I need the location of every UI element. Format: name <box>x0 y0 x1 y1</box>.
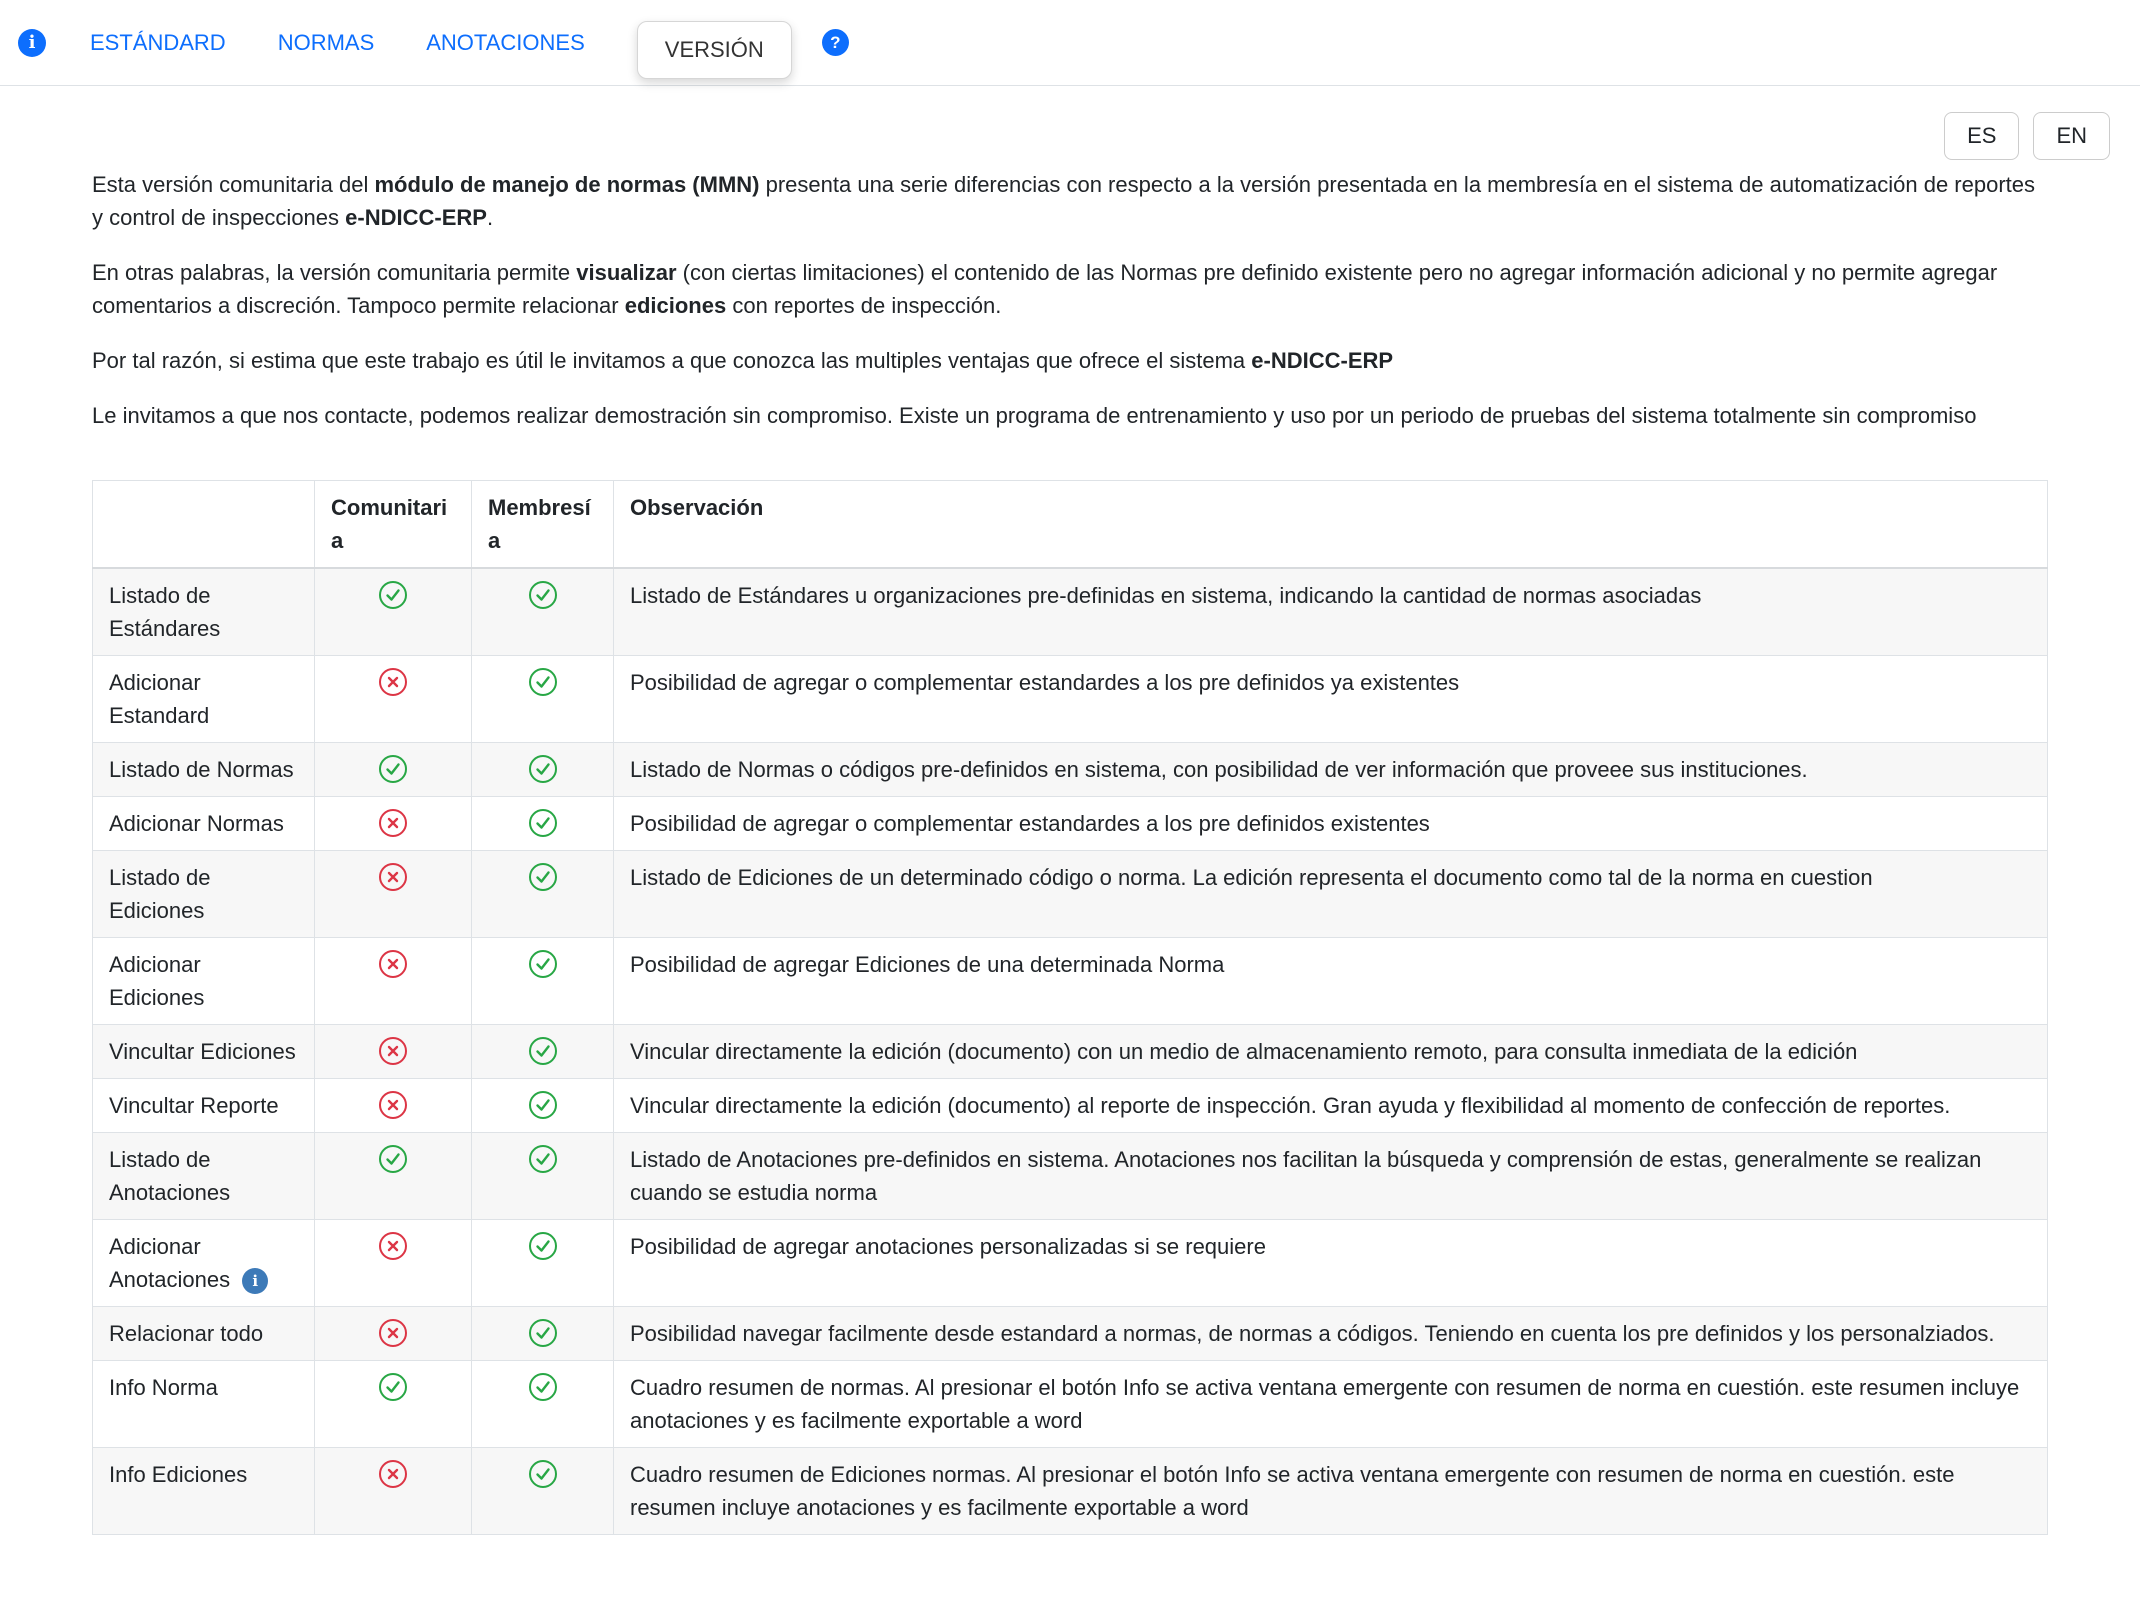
top-navigation <box>0 0 2140 86</box>
feature-cell: Vincultar Reporte <box>93 1079 315 1133</box>
intro-paragraph-4: Le invitamos a que nos contacte, podemos realizar demostración sin compromiso. Existe un programa de entrenamiento y uso por un periodo de pruebas del sistema totalmente sin compromiso <box>92 403 1977 428</box>
x-circle-icon <box>378 1459 408 1489</box>
check-circle-icon <box>378 754 408 784</box>
intro-paragraph-1: Esta versión comunitaria del módulo de manejo de normas (MMN) presenta una serie diferencias con respecto a la versión presentada en la membresía en el sistema de automatización de reportes y control de inspecciones e-NDICC-ERP. <box>92 172 2035 230</box>
table-row <box>93 1025 2048 1079</box>
membresia-cell <box>472 1220 614 1307</box>
feature-cell: Adicionar Ediciones <box>93 938 315 1025</box>
comunitaria-cell <box>315 656 472 743</box>
intro-paragraph-3: Por tal razón, si estima que este trabajo es útil le invitamos a que conozca las multiples ventajas que ofrece el sistema e-NDICC-ERP <box>92 348 1394 373</box>
check-circle-icon <box>528 949 558 979</box>
tab-anotaciones[interactable]: ANOTACIONES <box>426 29 585 55</box>
check-circle-icon <box>528 754 558 784</box>
main-content <box>92 168 2048 1535</box>
check-circle-icon <box>378 1372 408 1402</box>
check-circle-icon <box>378 1144 408 1174</box>
observacion-column-header: Observación <box>614 481 2048 569</box>
table-row <box>93 1079 2048 1133</box>
table-row <box>93 568 2048 656</box>
check-circle-icon <box>528 1144 558 1174</box>
feature-cell: Adicionar Normas <box>93 797 315 851</box>
comunitaria-cell <box>315 568 472 656</box>
observation-cell: Listado de Normas o códigos pre-definidos en sistema, con posibilidad de ver información que proveee sus instituciones. <box>614 743 2048 797</box>
x-circle-icon <box>378 862 408 892</box>
observation-cell: Cuadro resumen de normas. Al presionar el botón Info se activa ventana emergente con resumen de norma en cuestión. este resumen incluye anotaciones y es facilmente exportable a word <box>614 1361 2048 1448</box>
comparison-table <box>92 480 2048 1535</box>
comunitaria-cell <box>315 1307 472 1361</box>
check-circle-icon <box>528 862 558 892</box>
info-icon[interactable]: i <box>242 1268 268 1294</box>
language-switcher <box>0 86 2140 160</box>
comunitaria-cell <box>315 1025 472 1079</box>
check-circle-icon <box>528 1372 558 1402</box>
table-row <box>93 1361 2048 1448</box>
feature-cell: Adicionar Estandard <box>93 656 315 743</box>
check-circle-icon <box>528 1231 558 1261</box>
table-row <box>93 797 2048 851</box>
x-circle-icon <box>378 1036 408 1066</box>
observation-cell: Listado de Anotaciones pre-definidos en sistema. Anotaciones nos facilitan la búsqueda y comprensión de estas, generalmente se realizan cuando se estudia norma <box>614 1133 2048 1220</box>
comunitaria-column-header: Comunitaria <box>315 481 472 569</box>
membresia-cell <box>472 1448 614 1535</box>
info-icon-glyph: i <box>28 31 36 53</box>
observation-cell: Listado de Ediciones de un determinado código o norma. La edición representa el documento como tal de la norma en cuestion <box>614 851 2048 938</box>
table-row <box>93 1220 2048 1307</box>
comunitaria-cell <box>315 1361 472 1448</box>
info-icon[interactable] <box>18 29 46 57</box>
membresia-cell <box>472 1025 614 1079</box>
check-circle-icon <box>528 1036 558 1066</box>
help-icon-glyph: ? <box>830 33 841 52</box>
tab-estandard[interactable]: ESTÁNDARD <box>90 29 226 55</box>
table-row <box>93 743 2048 797</box>
observation-cell: Posibilidad de agregar o complementar estandardes a los pre definidos ya existentes <box>614 656 2048 743</box>
comunitaria-cell <box>315 797 472 851</box>
feature-cell: Info Ediciones <box>93 1448 315 1535</box>
feature-cell: Vincultar Ediciones <box>93 1025 315 1079</box>
comunitaria-cell <box>315 851 472 938</box>
comunitaria-cell <box>315 743 472 797</box>
intro-paragraph-2: En otras palabras, la versión comunitaria permite visualizar (con ciertas limitaciones) el contenido de las Normas pre definido existente pero no agregar información adicional y no permite agregar comentarios a discreción. Tampoco permite relacionar ediciones con reportes de inspección. <box>92 260 1998 318</box>
x-circle-icon <box>378 949 408 979</box>
observation-cell: Posibilidad de agregar o complementar estandardes a los pre definidos existentes <box>614 797 2048 851</box>
comunitaria-cell <box>315 938 472 1025</box>
check-circle-icon <box>528 1459 558 1489</box>
check-circle-icon <box>528 808 558 838</box>
observation-cell: Listado de Estándares u organizaciones pre-definidas en sistema, indicando la cantidad de normas asociadas <box>614 568 2048 656</box>
feature-cell: Adicionar Anotaciones i <box>93 1220 315 1307</box>
feature-cell: Relacionar todo <box>93 1307 315 1361</box>
membresia-cell <box>472 1361 614 1448</box>
x-circle-icon <box>378 1090 408 1120</box>
table-row <box>93 851 2048 938</box>
check-circle-icon <box>528 580 558 610</box>
feature-cell: Info Norma <box>93 1361 315 1448</box>
observation-cell: Posibilidad de agregar anotaciones personalizadas si se requiere <box>614 1220 2048 1307</box>
membresia-cell <box>472 656 614 743</box>
language-es-button[interactable]: ES <box>1944 112 2019 160</box>
table-row <box>93 1307 2048 1361</box>
tab-normas[interactable]: NORMAS <box>277 29 375 55</box>
help-icon[interactable] <box>822 29 849 56</box>
feature-cell: Listado de Ediciones <box>93 851 315 938</box>
x-circle-icon <box>378 1231 408 1261</box>
feature-column-header <box>93 481 315 569</box>
table-row <box>93 938 2048 1025</box>
table-row <box>93 1133 2048 1220</box>
x-circle-icon <box>378 1318 408 1348</box>
membresia-cell <box>472 568 614 656</box>
observation-cell: Vincular directamente la edición (documento) con un medio de almacenamiento remoto, para consulta inmediata de la edición <box>614 1025 2048 1079</box>
membresia-cell <box>472 797 614 851</box>
table-row <box>93 656 2048 743</box>
language-en-button[interactable]: EN <box>2033 112 2110 160</box>
membresia-cell <box>472 1079 614 1133</box>
membresia-cell <box>472 1133 614 1220</box>
header-row <box>93 481 2048 569</box>
comunitaria-cell <box>315 1133 472 1220</box>
feature-cell: Listado de Estándares <box>93 568 315 656</box>
observation-cell: Cuadro resumen de Ediciones normas. Al presionar el botón Info se activa ventana emergente con resumen de norma en cuestión. este resumen incluye anotaciones y es facilmente exportable a word <box>614 1448 2048 1535</box>
check-circle-icon <box>528 1090 558 1120</box>
membresia-cell <box>472 851 614 938</box>
observation-cell: Posibilidad de agregar Ediciones de una determinada Norma <box>614 938 2048 1025</box>
x-circle-icon <box>378 808 408 838</box>
observation-cell: Vincular directamente la edición (documento) al reporte de inspección. Gran ayuda y flexibilidad al momento de confección de reportes. <box>614 1079 2048 1133</box>
membresia-cell <box>472 938 614 1025</box>
membresia-column-header: Membresía <box>472 481 614 569</box>
nav-tabs <box>90 14 792 72</box>
membresia-cell <box>472 743 614 797</box>
tab-version[interactable]: VERSIÓN <box>637 21 792 79</box>
feature-cell: Listado de Normas <box>93 743 315 797</box>
check-circle-icon <box>378 580 408 610</box>
comparison-table-header <box>93 481 2048 569</box>
feature-cell: Listado de Anotaciones <box>93 1133 315 1220</box>
observation-cell: Posibilidad navegar facilmente desde estandard a normas, de normas a códigos. Teniendo en cuenta los pre definidos y los personalziados. <box>614 1307 2048 1361</box>
comunitaria-cell <box>315 1079 472 1133</box>
check-circle-icon <box>528 1318 558 1348</box>
check-circle-icon <box>528 667 558 697</box>
table-row <box>93 1448 2048 1535</box>
comparison-table-body <box>93 568 2048 1535</box>
comunitaria-cell <box>315 1220 472 1307</box>
x-circle-icon <box>378 667 408 697</box>
comunitaria-cell <box>315 1448 472 1535</box>
membresia-cell <box>472 1307 614 1361</box>
